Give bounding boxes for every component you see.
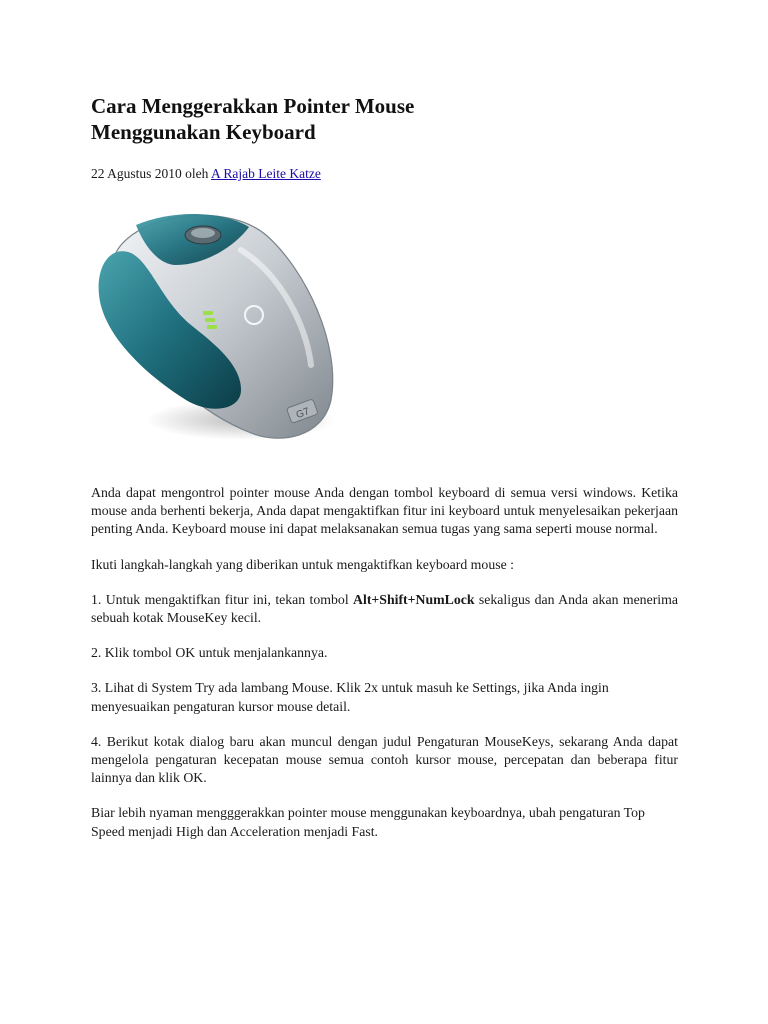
paragraph-step-4: 4. Berikut kotak dialog baru akan muncul dengan judul Pengaturan MouseKeys, sekarang Anda dapat mengelola pengaturan kecepatan mouse semua contoh kursor mouse, percepatan dan beberapa fitur lainnya dan klik OK. <box>91 733 678 786</box>
mouse-illustration <box>91 205 341 450</box>
paragraph-intro: Anda dapat mengontrol pointer mouse Anda dengan tombol keyboard di semua versi windows. Ketika mouse anda berhenti bekerja, Anda dapat mengaktifkan fitur ini keyboard untuk menyelesaikan pekerjaan penting Anda. Keyboard mouse ini dapat melaksanakan semua tugas yang sama seperti mouse normal. <box>91 485 678 537</box>
paragraph-steps-intro: Ikuti langkah-langkah yang diberikan untuk mengaktifkan keyboard mouse : <box>91 556 514 572</box>
paragraph-step-2: 2. Klik tombol OK untuk menjalankannya. <box>91 645 328 661</box>
paragraph-step-3: 3. Lihat di System Try ada lambang Mouse. Klik 2x untuk masuh ke Settings, jika Anda ingin menyesuaikan pengaturan kursor mouse detail. <box>91 680 609 714</box>
computer-mouse-image <box>91 205 341 450</box>
mouse-badge: G7 <box>294 406 312 422</box>
step-1-text-after: sekaligus dan Anda akan menerima sebuah kotak MouseKey kecil. <box>91 591 678 626</box>
article-meta <box>91 165 321 183</box>
article-body <box>91 484 678 858</box>
paragraph-step-1 <box>91 591 678 627</box>
key-combination: Alt+Shift+NumLock <box>353 591 475 607</box>
article-title: Cara Menggerakkan Pointer Mouse Menggunakan Keyboard <box>91 94 415 144</box>
paragraph-tip: Biar lebih nyaman mengggerakkan pointer mouse menggunakan keyboardnya, ubah pengaturan Top Speed menjadi High dan Acceleration menjadi Fast. <box>91 805 645 839</box>
step-1-text-before: 1. Untuk mengaktifkan fitur ini, tekan tombol <box>91 591 354 607</box>
author-link[interactable]: A Rajab Leite Katze <box>211 166 321 181</box>
article-date: 22 Agustus 2010 oleh <box>91 166 212 181</box>
